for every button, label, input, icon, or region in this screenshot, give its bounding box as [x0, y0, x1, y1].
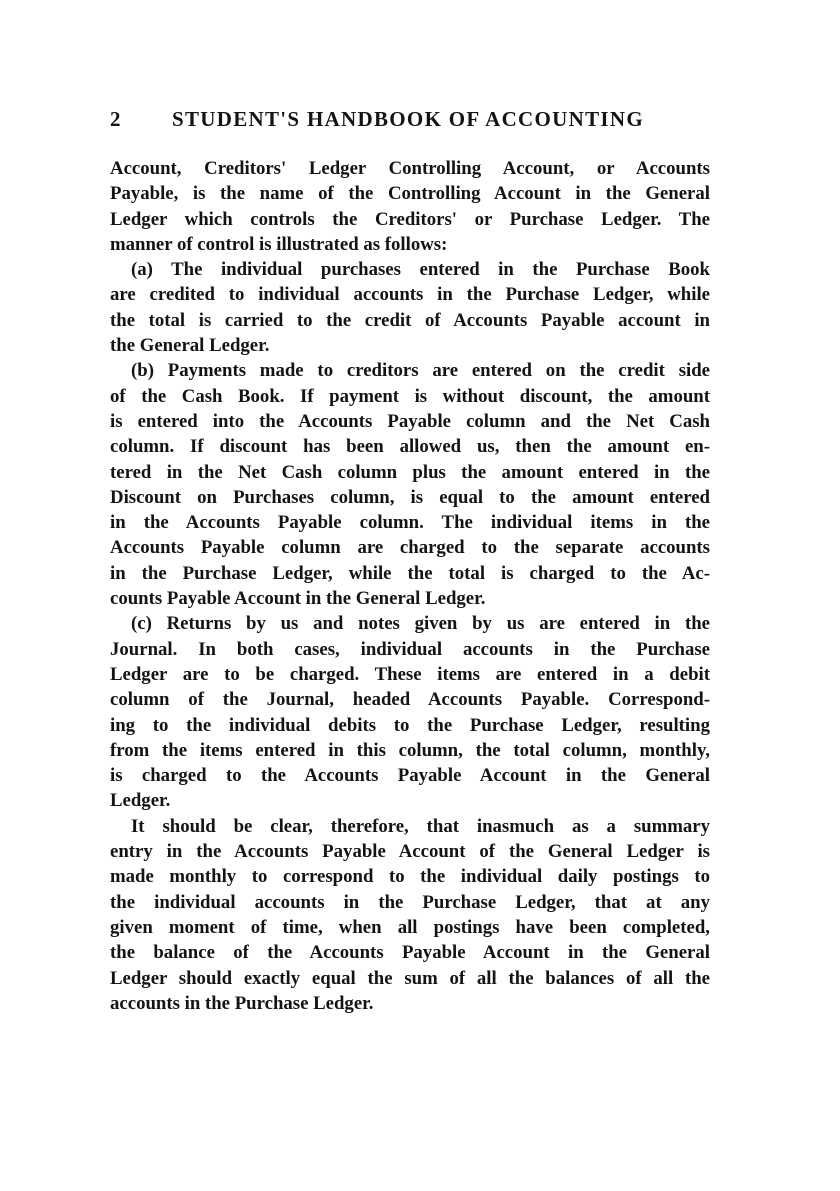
text-line: Discount on Purchases column, is equal to the amount entered [110, 486, 710, 508]
text-line: is entered into the Accounts Payable column and the Net Cash [110, 410, 710, 432]
page-number: 2 [110, 107, 122, 131]
text-line: ing to the individual debits to the Purchase Ledger, resulting [110, 714, 710, 736]
text-line: tered in the Net Cash column plus the amount entered in the [110, 461, 710, 483]
text-line: counts Payable Account in the General Ledger. [110, 588, 486, 610]
body-text [110, 156, 710, 1016]
text-line: in the Purchase Ledger, while the total is charged to the Ac- [110, 562, 710, 584]
text-line: Accounts Payable column are charged to the separate accounts [110, 537, 710, 559]
text-line: (a) The individual purchases entered in the Purchase Book [131, 259, 710, 281]
running-title: STUDENT'S HANDBOOK OF ACCOUNTING [172, 107, 644, 131]
text-line: Account, Creditors' Ledger Controlling Account, or Accounts [110, 158, 710, 179]
text-line: the individual accounts in the Purchase Ledger, that at any [110, 891, 710, 913]
text-line: given moment of time, when all postings have been completed, [110, 916, 710, 938]
text-line: the General Ledger. [110, 335, 270, 357]
text-line: from the items entered in this column, the total column, monthly, [110, 739, 710, 761]
text-line: the total is carried to the credit of Accounts Payable account in [110, 309, 710, 331]
text-line: manner of control is illustrated as follows: [110, 233, 448, 255]
text-line: accounts in the Purchase Ledger. [110, 992, 374, 1014]
text-line: (b) Payments made to creditors are entered on the credit side [131, 360, 710, 382]
text-line: the balance of the Accounts Payable Account in the General [110, 942, 710, 964]
text-line: in the Accounts Payable column. The individual items in the [110, 512, 710, 534]
text-line: column of the Journal, headed Accounts Payable. Correspond- [110, 689, 710, 711]
text-line: Payable, is the name of the Controlling Account in the General [110, 183, 710, 205]
text-line: of the Cash Book. If payment is without discount, the amount [110, 385, 710, 407]
text-line: It should be clear, therefore, that inasmuch as a summary [131, 815, 710, 837]
text-line: Ledger. [110, 790, 171, 812]
text-line: is charged to the Accounts Payable Account in the General [110, 765, 710, 787]
text-line: column. If discount has been allowed us, then the amount en- [110, 436, 710, 458]
running-head [110, 107, 710, 139]
text-line: Ledger should exactly equal the sum of all the balances of all the [110, 967, 710, 989]
text-line: Ledger are to be charged. These items are entered in a debit [110, 663, 710, 685]
text-line: entry in the Accounts Payable Account of the General Ledger is [110, 841, 710, 863]
text-line: are credited to individual accounts in the Purchase Ledger, while [110, 284, 710, 306]
text-line: Journal. In both cases, individual accounts in the Purchase [110, 638, 710, 660]
text-line: made monthly to correspond to the individual daily postings to [110, 866, 710, 888]
text-line: Ledger which controls the Creditors' or Purchase Ledger. The [110, 208, 710, 230]
text-line: (c) Returns by us and notes given by us are entered in the [131, 613, 710, 635]
